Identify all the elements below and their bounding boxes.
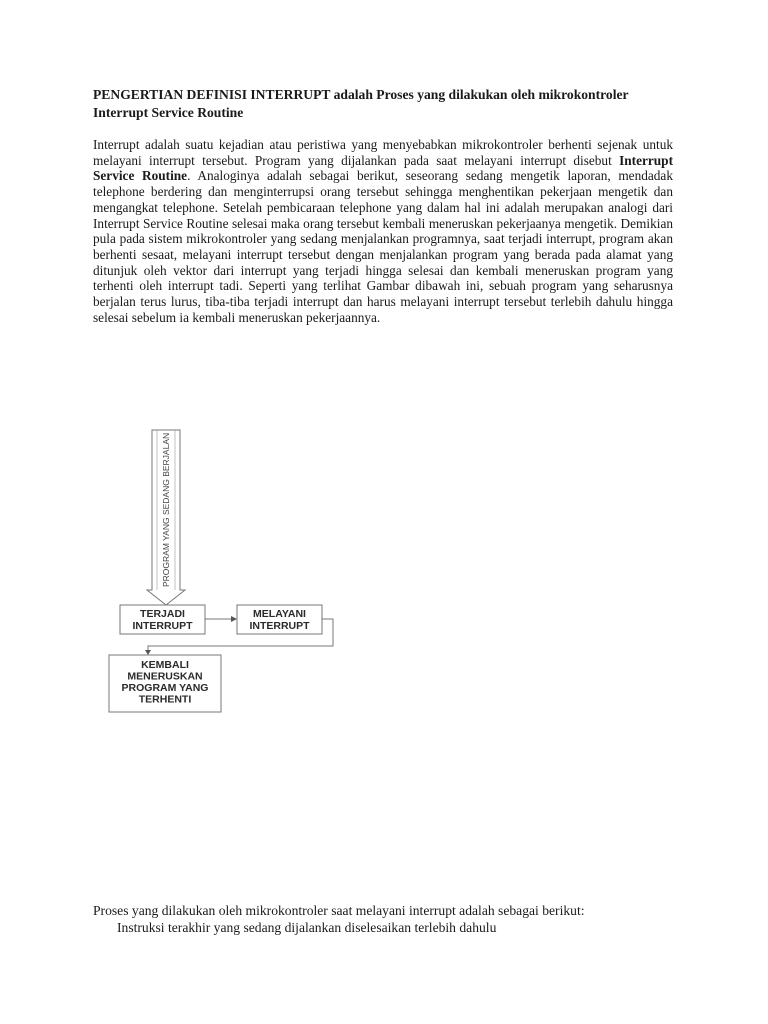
body-paragraph [93, 137, 673, 325]
paragraph-bold-term: Interrupt Service Routine [93, 152, 673, 184]
box1-line2: INTERRUPT [132, 620, 193, 632]
document-heading: PENGERTIAN DEFINISI INTERRUPT adalah Proses yang dilakukan oleh mikrokontroler Interrupt Service Routine [93, 87, 629, 120]
box2-line2: INTERRUPT [249, 620, 310, 632]
process-intro-line: Proses yang dilakukan oleh mikrokontroler saat melayani interrupt adalah sebagai berikut: [93, 903, 585, 918]
box3-line2: MENERUSKAN [127, 670, 203, 683]
paragraph-text-end: . Analoginya adalah sebagai berikut, seseorang sedang mengetik laporan, mendadak telephone berdering dan menginterrupsi orang tersebut sehingga menghentikan pekerjaan mengetik dan mengangkat telephone. Setelah pembicaraan telephone yang dalam hal ini adalah merupakan analogi dari Interrupt Service Routine selesai maka orang tersebut kembali meneruskan pekerjaanya mengetik. Demikian pula pada sistem mikrokontroler yang sedang menjalankan programnya, saat terjadi interrupt, program akan berhenti sesaat, melayani interrupt tersebut dengan menjalankan program yang berada pada alamat yang ditunjuk oleh vektor dari interrupt yang terjadi hingga selesai dan kembali meneruskan program yang terhenti oleh interrupt tadi. Seperti yang terlihat Gambar dibawah ini, sebuah program yang seharusnya berjalan terus lurus, tiba-tiba terjadi interrupt dan harus melayani interrupt tersebut terlebih dahulu hingga selesai sebelum ia kembali meneruskan pekerjaannya. [93, 168, 673, 325]
arrow-label: PROGRAM YANG SEDANG BERJALAN [161, 432, 171, 587]
process-list-item: Instruksi terakhir yang sedang dijalankan diselesaikan terlebih dahulu [117, 920, 497, 935]
box1-line1: TERJADI [140, 608, 185, 620]
box3-line4: TERHENTI [138, 693, 192, 706]
paragraph-text-start: Interrupt adalah suatu kejadian atau peristiwa yang menyebabkan mikrokontroler berhenti sejenak untuk melayani interrupt tersebut. Program yang dijalankan pada saat melayani interrupt disebut [93, 137, 673, 168]
box3-line1: KEMBALI [141, 659, 189, 671]
box2-line1: MELAYANI [253, 608, 306, 620]
box3-line3: PROGRAM YANG [121, 682, 209, 694]
interrupt-flow-diagram [100, 425, 360, 720]
